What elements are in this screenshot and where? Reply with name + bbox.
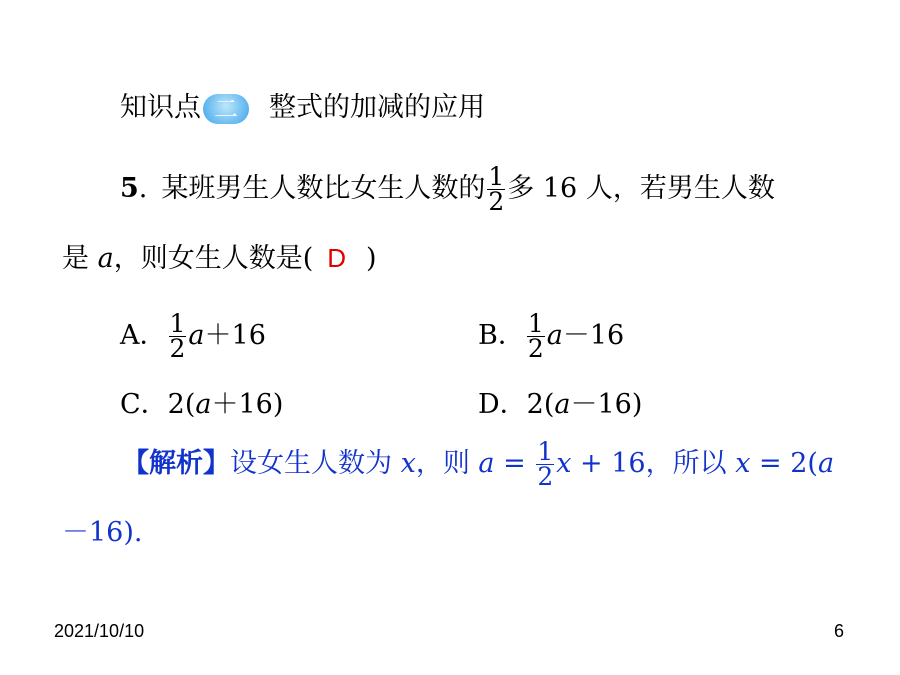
section-title: 整式的加减的应用: [269, 92, 485, 123]
analysis: [122, 437, 835, 491]
analysis-den: 2: [537, 462, 554, 491]
option-d-var: a: [554, 389, 571, 420]
analysis-a1: a: [478, 448, 495, 479]
analysis-eq2: = 2(: [750, 448, 818, 479]
option-a-label: A．: [120, 320, 167, 351]
question-number: 5: [120, 173, 139, 204]
option-c-pre: 2(: [167, 389, 196, 420]
analysis-num: 1: [537, 437, 554, 466]
question-stem: [120, 162, 775, 216]
fraction-denominator: 2: [488, 187, 505, 216]
analysis-text2: ，则: [415, 448, 479, 479]
option-b-var: a: [546, 320, 563, 351]
option-a[interactable]: [120, 309, 266, 363]
option-c-label: C．: [120, 389, 168, 420]
question-stem-after: 多 16 人，若男生人数: [507, 173, 775, 204]
analysis-a2: a: [817, 448, 835, 479]
option-b-rest: －16: [562, 320, 625, 351]
option-b-num: 1: [527, 309, 544, 338]
option-a-var: a: [188, 320, 205, 351]
question-dot: .: [138, 173, 148, 204]
option-d-rest: －16): [570, 389, 643, 420]
option-b-den: 2: [527, 334, 544, 363]
analysis-text1: 设女生人数为: [230, 448, 401, 479]
section-heading: [120, 88, 485, 128]
analysis-text3: + 16，所以: [571, 448, 736, 479]
option-a-den: 2: [169, 334, 186, 363]
answer-text: D: [327, 243, 347, 273]
analysis-line2-text: －16).: [62, 517, 143, 548]
fraction-one-half: [487, 162, 505, 216]
footer-date: 2021/10/10: [54, 621, 145, 641]
section-badge: 二: [203, 94, 249, 124]
option-b-fraction: [527, 309, 545, 363]
analysis-eq1: =: [494, 448, 535, 479]
option-c-rest: ＋16): [211, 389, 284, 420]
option-b-label: B．: [478, 320, 525, 351]
line2-before: 是: [62, 243, 98, 274]
fraction-numerator: 1: [488, 162, 505, 191]
footer-page-number: 6: [834, 621, 845, 641]
option-c[interactable]: [120, 385, 283, 425]
analysis-x1: x: [400, 448, 416, 479]
analysis-tag: 【解析】: [122, 448, 230, 479]
analysis-line2: [62, 513, 142, 553]
analysis-fraction: [536, 437, 554, 491]
line2-after: ，则女生人数是(: [113, 243, 314, 274]
close-paren: ): [366, 243, 377, 274]
variable-a: a: [97, 243, 114, 274]
option-d-label: D．: [478, 389, 527, 420]
analysis-x3: x: [735, 448, 751, 479]
option-a-rest: ＋16: [204, 320, 266, 351]
option-d[interactable]: [478, 385, 642, 425]
analysis-x2: x: [556, 448, 572, 479]
question-stem-before: 某班男生人数比女生人数的: [161, 173, 486, 204]
section-prefix: 知识点: [120, 92, 201, 123]
option-c-var: a: [195, 389, 212, 420]
option-d-pre: 2(: [526, 389, 555, 420]
option-a-fraction: [169, 309, 187, 363]
question-stem-line2: [62, 238, 377, 279]
option-a-num: 1: [169, 309, 186, 338]
option-b[interactable]: [478, 309, 625, 363]
